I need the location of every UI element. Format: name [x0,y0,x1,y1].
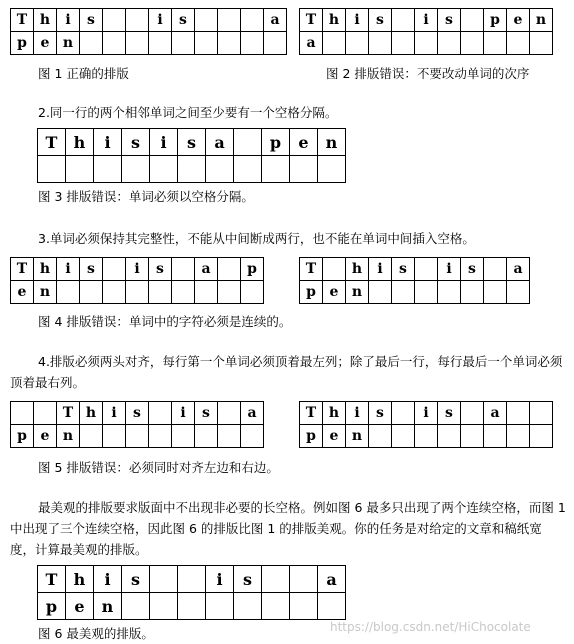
grid-cell: n [530,9,553,32]
grid-cell: s [80,9,103,32]
grid-cell: p [300,281,323,304]
grid-cell: a [206,129,234,156]
grid-cell: p [11,32,34,55]
grid-cell: h [34,258,57,281]
grid-cell: p [241,258,264,281]
figure-2-grid [299,8,553,55]
grid-cell [178,156,206,183]
grid-cell [103,258,126,281]
grid-cell [149,402,172,425]
grid-cell: e [66,593,94,620]
grid-cell [438,281,461,304]
grid-cell [172,32,195,55]
grid-cell: e [507,9,530,32]
figure-1-grid [10,8,287,55]
grid-cell: i [415,402,438,425]
grid-cell [241,9,264,32]
grid-cell: n [318,129,346,156]
grid-cell: p [11,425,34,448]
figure-5b-grid [299,401,553,448]
grid-cell: h [346,258,369,281]
grid-cell [438,32,461,55]
figure-3-caption: 图 3 排版错误：单词必须以空格分隔。 [38,189,254,204]
grid-cell: s [369,402,392,425]
grid-cell: T [57,402,80,425]
grid-cell [484,281,507,304]
grid-cell [218,9,241,32]
grid-cell: i [94,129,122,156]
grid-row [11,9,287,32]
grid-cell: T [11,9,34,32]
grid-cell: i [206,566,234,593]
grid-cell: s [369,9,392,32]
grid-cell [218,258,241,281]
grid-cell [195,9,218,32]
grid-cell [80,425,103,448]
grid-cell: n [34,281,57,304]
grid-cell: h [80,402,103,425]
grid-cell [206,156,234,183]
grid-cell [94,156,122,183]
grid-cell [392,32,415,55]
grid-cell [530,425,553,448]
grid-cell: p [484,9,507,32]
grid-cell: p [300,425,323,448]
grid-cell: i [149,9,172,32]
grid-cell [178,566,206,593]
grid-cell [369,281,392,304]
grid-cell: T [300,9,323,32]
grid-cell: a [507,258,530,281]
grid-cell [461,9,484,32]
grid-cell: n [57,425,80,448]
grid-row [300,258,530,281]
grid-cell [530,32,553,55]
grid-row [300,32,553,55]
grid-cell: h [66,566,94,593]
grid-cell [461,402,484,425]
grid-cell: n [57,32,80,55]
grid-cell: i [150,129,178,156]
grid-cell [126,281,149,304]
grid-cell [34,402,57,425]
grid-cell: s [178,129,206,156]
grid-cell [264,32,287,55]
grid-cell: h [66,129,94,156]
grid-cell [103,9,126,32]
grid-cell [103,32,126,55]
grid-cell: e [34,32,57,55]
grid-cell: a [264,9,287,32]
grid-cell [323,258,346,281]
grid-cell: T [38,129,66,156]
grid-cell [415,281,438,304]
grid-cell [318,156,346,183]
grid-cell: a [241,402,264,425]
grid-cell [218,402,241,425]
grid-cell [507,402,530,425]
grid-row [38,156,346,183]
grid-cell: i [438,258,461,281]
grid-cell [507,425,530,448]
grid-cell: h [323,9,346,32]
grid-cell: T [300,258,323,281]
figure-5-caption: 图 5 排版错误：必须同时对齐左边和右边。 [38,460,279,475]
grid-cell: i [415,9,438,32]
grid-cell [218,425,241,448]
grid-cell [392,425,415,448]
grid-cell [103,281,126,304]
grid-cell [241,32,264,55]
explanation-paragraph: 最美观的排版要求版面中不出现非必要的长空格。例如图 6 最多只出现了两个连续空格，而图 1 中出现了三个连续空格，因此图 6 的排版比图 1 的排版美观。你的任务是对给定的文章和稿纸宽度，计算最美观的排版。 [10,500,566,557]
grid-cell [290,156,318,183]
grid-cell [507,281,530,304]
grid-cell [234,129,262,156]
grid-cell [172,425,195,448]
figure-4-caption: 图 4 排版错误：单词中的字符必须是连续的。 [38,314,292,329]
watermark-text: https://blog.csdn.net/HiChocolate [330,620,531,634]
grid-cell: e [11,281,34,304]
grid-cell: T [300,402,323,425]
grid-cell [172,258,195,281]
grid-row [11,281,264,304]
grid-row [11,32,287,55]
grid-cell: i [346,9,369,32]
grid-cell: p [262,129,290,156]
grid-cell [103,425,126,448]
grid-cell [57,281,80,304]
grid-cell [206,593,234,620]
figure-4b-grid [299,257,530,304]
grid-cell: T [38,566,66,593]
grid-cell [11,402,34,425]
grid-cell [323,32,346,55]
grid-row [11,402,264,425]
grid-cell: s [149,258,172,281]
grid-cell [241,425,264,448]
grid-cell: p [38,593,66,620]
grid-cell: n [94,593,122,620]
grid-cell: h [323,402,346,425]
figure-4a-grid [10,257,264,304]
grid-cell: a [484,402,507,425]
grid-cell: e [323,425,346,448]
grid-cell [392,402,415,425]
grid-cell [66,156,94,183]
grid-cell: i [346,402,369,425]
grid-cell: h [34,9,57,32]
grid-cell: s [195,402,218,425]
grid-cell: s [122,566,150,593]
grid-cell: s [234,566,262,593]
grid-cell: s [461,258,484,281]
figure-6-caption: 图 6 最美观的排版。 [38,626,154,641]
grid-cell [484,32,507,55]
figure-3-grid [37,128,346,183]
grid-cell [262,156,290,183]
grid-cell [38,156,66,183]
grid-cell [195,281,218,304]
grid-cell [262,593,290,620]
grid-cell [415,425,438,448]
grid-row [11,258,264,281]
grid-row [38,593,346,620]
grid-cell [369,32,392,55]
grid-cell: a [195,258,218,281]
grid-cell [346,32,369,55]
grid-cell [318,593,346,620]
grid-cell: i [57,9,80,32]
grid-cell [507,32,530,55]
grid-cell [126,425,149,448]
grid-cell: n [346,425,369,448]
grid-cell [290,566,318,593]
grid-cell [218,281,241,304]
grid-cell: i [94,566,122,593]
grid-cell [149,425,172,448]
figure-6-grid [37,565,346,620]
grid-cell [484,258,507,281]
figure-1-caption: 图 1 正确的排版 [38,66,129,81]
rule-4-text: 4.排版必须两头对齐，每行第一个单词必须顶着最左列；除了最后一行，每行最后一个单词必须顶着最右列。 [10,354,563,390]
grid-cell [290,593,318,620]
grid-cell [149,32,172,55]
grid-cell [392,9,415,32]
grid-cell [126,9,149,32]
grid-cell: e [290,129,318,156]
grid-cell [369,425,392,448]
grid-row [300,402,553,425]
grid-cell: s [172,9,195,32]
grid-cell [126,32,149,55]
grid-cell: s [80,258,103,281]
grid-cell: s [126,402,149,425]
grid-cell [172,281,195,304]
grid-row [300,9,553,32]
grid-cell [234,156,262,183]
grid-cell [150,593,178,620]
grid-row [38,129,346,156]
grid-cell [122,593,150,620]
figure-2-caption: 图 2 排版错误：不要改动单词的次序 [326,66,530,81]
grid-cell [178,593,206,620]
grid-cell [530,402,553,425]
grid-cell [415,32,438,55]
grid-cell: i [126,258,149,281]
grid-cell: s [392,258,415,281]
rule-3-text: 3.单词必须保持其完整性，不能从中间断成两行，也不能在单词中间插入空格。 [38,231,475,246]
rule-2-text: 2.同一行的两个相邻单词之间至少要有一个空格分隔。 [38,105,338,120]
grid-cell [149,281,172,304]
grid-cell [461,32,484,55]
grid-cell: a [318,566,346,593]
grid-cell: n [346,281,369,304]
grid-cell [234,593,262,620]
grid-cell [484,425,507,448]
grid-cell: i [103,402,126,425]
grid-cell [438,425,461,448]
grid-cell: e [34,425,57,448]
figure-5a-grid [10,401,264,448]
grid-cell: s [438,9,461,32]
grid-cell [461,425,484,448]
grid-cell: a [300,32,323,55]
grid-cell [262,566,290,593]
grid-cell [150,566,178,593]
grid-cell [195,425,218,448]
grid-cell: i [369,258,392,281]
grid-cell [122,156,150,183]
grid-row [38,566,346,593]
grid-cell [461,281,484,304]
grid-row [11,425,264,448]
grid-cell: s [438,402,461,425]
grid-row [300,425,553,448]
grid-row [300,281,530,304]
grid-cell: s [122,129,150,156]
grid-cell: i [172,402,195,425]
grid-cell [80,281,103,304]
grid-cell [150,156,178,183]
grid-cell: i [57,258,80,281]
grid-cell [195,32,218,55]
grid-cell [241,281,264,304]
grid-cell [80,32,103,55]
grid-cell [218,32,241,55]
grid-cell [392,281,415,304]
grid-cell: T [11,258,34,281]
grid-cell [415,258,438,281]
grid-cell: e [323,281,346,304]
